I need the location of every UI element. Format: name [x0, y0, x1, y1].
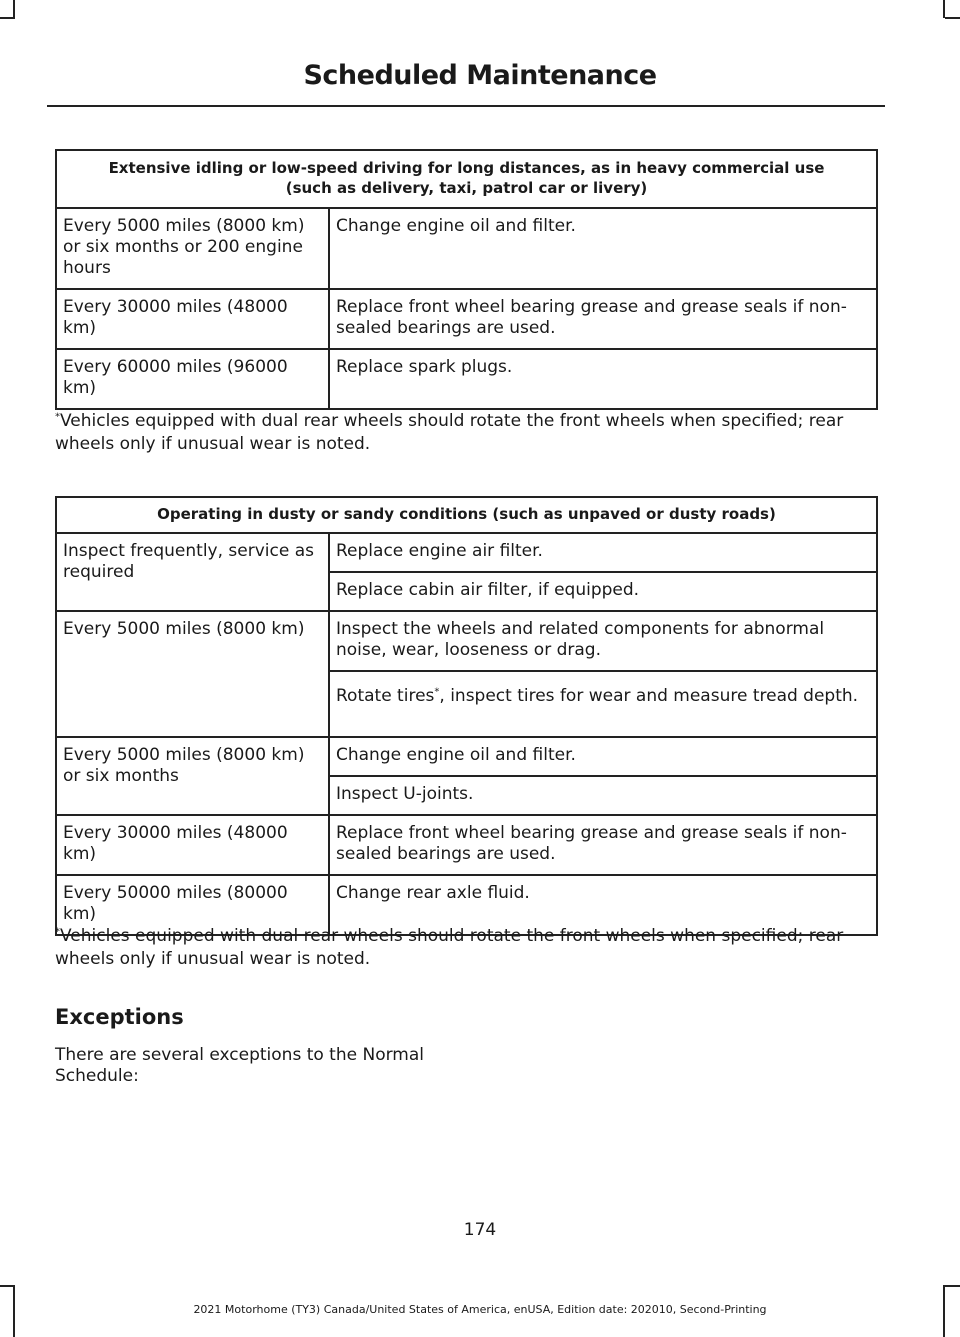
interval-cell: Inspect frequently, service as required [56, 533, 329, 611]
crop-mark [0, 1285, 15, 1287]
footnote [55, 410, 885, 456]
interval-cell: Every 5000 miles (8000 km) or six months or 200 engine hours [56, 208, 329, 289]
task-cell: Inspect the wheels and related components for abnormal noise, wear, looseness or drag. [329, 611, 877, 671]
task-cell [329, 671, 877, 737]
body-paragraph: There are several exceptions to the Normal Schedule: [55, 1045, 424, 1086]
table-row [56, 815, 877, 875]
crop-mark [945, 17, 960, 19]
interval-cell: Every 5000 miles (8000 km) or six months [56, 737, 329, 815]
interval-cell: Every 60000 miles (96000 km) [56, 349, 329, 409]
interval-cell: Every 50000 miles (80000 km) [56, 875, 329, 935]
table-header-row [56, 150, 877, 208]
page-title: Scheduled Maintenance [303, 60, 657, 91]
table-row [56, 208, 877, 289]
table-row [56, 737, 877, 776]
footnote-mark: * [55, 411, 60, 423]
section-heading: Exceptions [55, 1005, 184, 1029]
table-row [56, 533, 877, 572]
table-row [56, 289, 877, 349]
footnote-text: Vehicles equipped with dual rear wheels should rotate the front wheels when specified; rear wheels only if unusual wear is noted. [55, 411, 844, 454]
table-header-row [56, 497, 877, 533]
task-text: Rotate tires [336, 686, 435, 706]
footnote-text: Vehicles equipped with dual rear wheels should rotate the front wheels when specified; rear wheels only if unusual wear is noted. [55, 926, 844, 969]
task-text: , inspect tires for wear and measure tread depth. [439, 686, 859, 706]
task-cell: Replace front wheel bearing grease and grease seals if non-sealed bearings are used. [329, 815, 877, 875]
task-cell: Change rear axle fluid. [329, 875, 877, 935]
interval-cell: Every 5000 miles (8000 km) [56, 611, 329, 737]
task-cell: Replace front wheel bearing grease and grease seals if non-sealed bearings are used. [329, 289, 877, 349]
table-header: Extensive idling or low-speed driving for long distances, as in heavy commercial use (such as delivery, taxi, patrol car or livery) [56, 150, 877, 208]
crop-mark [943, 0, 945, 18]
page-footer: 2021 Motorhome (TY3) Canada/United States of America, enUSA, Edition date: 202010, Second-Printing [193, 1303, 767, 1316]
page-number: 174 [463, 1220, 497, 1240]
interval-cell: Every 30000 miles (48000 km) [56, 815, 329, 875]
crop-mark [0, 17, 15, 19]
maintenance-table-dusty-conditions [55, 496, 878, 936]
task-cell: Inspect U-joints. [329, 776, 877, 815]
task-cell: Change engine oil and filter. [329, 737, 877, 776]
task-cell: Change engine oil and filter. [329, 208, 877, 289]
crop-mark [13, 0, 15, 18]
footnote-mark: * [434, 686, 440, 698]
interval-cell: Every 30000 miles (48000 km) [56, 289, 329, 349]
table-header: Operating in dusty or sandy conditions (such as unpaved or dusty roads) [56, 497, 877, 533]
task-cell: Replace spark plugs. [329, 349, 877, 409]
footnote-mark: * [55, 926, 60, 938]
crop-mark [945, 1285, 960, 1287]
task-cell: Replace cabin air filter, if equipped. [329, 572, 877, 611]
title-divider [47, 105, 885, 107]
task-cell: Replace engine air filter. [329, 533, 877, 572]
table-row [56, 349, 877, 409]
footnote [55, 925, 885, 971]
maintenance-table-heavy-use [55, 149, 878, 410]
table-row [56, 611, 877, 671]
